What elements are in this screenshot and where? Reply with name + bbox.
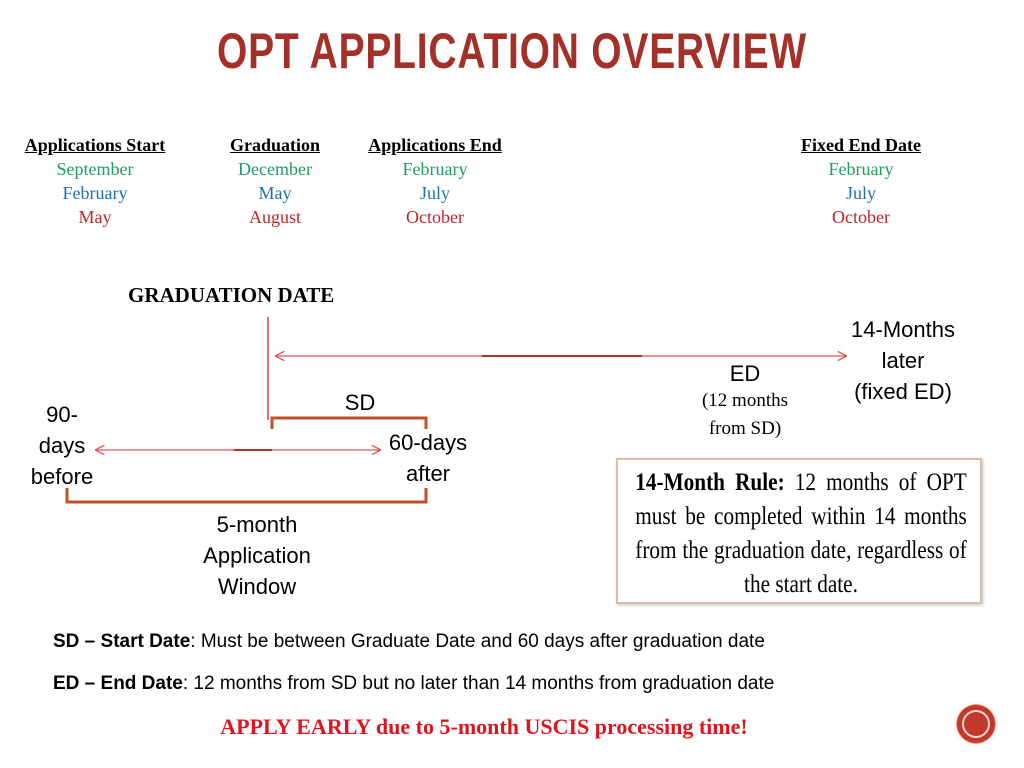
ninety-days-label: [14, 399, 110, 492]
page-title: OPT APPLICATION OVERVIEW: [216, 23, 808, 79]
rule-body: 12 months of OPT must be completed within 14 months from the graduation date, regardless of the start date.: [635, 469, 967, 598]
column-value: May: [258, 183, 292, 203]
label-line: 14-Months: [851, 317, 955, 342]
column-value: February: [402, 159, 468, 179]
sd-term: SD – Start Date: [53, 631, 191, 652]
apply-early-note: APPLY EARLY due to 5-month USCIS processing time!: [220, 714, 748, 739]
column-value: September: [56, 159, 134, 179]
column-header: Applications Start: [24, 135, 166, 155]
label-line: after: [405, 461, 451, 486]
ed-text: : 12 months from SD but no later than 14 months from graduation date: [182, 673, 775, 694]
ring-icon: [962, 710, 990, 738]
label-line: 60-days: [388, 430, 468, 455]
window-bracket: [67, 488, 426, 502]
column-value: July: [419, 183, 450, 203]
label-line: 90-: [46, 402, 78, 427]
rule-text: [635, 466, 967, 602]
graduation-date-label: GRADUATION DATE: [128, 283, 335, 307]
label-line: days: [38, 433, 86, 458]
column-value: February: [62, 183, 128, 203]
ed-term: ED – End Date: [53, 673, 183, 694]
column-value: August: [248, 207, 301, 227]
fourteen-month-rule-box: [616, 458, 982, 604]
column-header: Graduation: [229, 135, 321, 155]
rule-title: 14-Month Rule:: [635, 469, 785, 496]
sd-label: SD: [344, 390, 376, 415]
column-header: Applications End: [368, 135, 502, 155]
sd-definition: [53, 631, 765, 653]
label-line: (fixed ED): [854, 379, 952, 404]
label-line: 5-month: [216, 512, 298, 537]
sd-text: : Must be between Graduate Date and 60 days after graduation date: [190, 631, 765, 652]
label-line: Application: [203, 543, 311, 568]
label-line: before: [30, 464, 94, 489]
sixty-days-label: [374, 427, 482, 489]
label-line: Window: [217, 574, 297, 599]
fourteen-months-label: [832, 314, 974, 407]
label-line: from SD): [708, 418, 782, 439]
column-value: October: [832, 207, 890, 227]
column-value: July: [845, 183, 876, 203]
column-value: October: [406, 207, 464, 227]
application-window-label: [176, 509, 338, 602]
ed-sub-label: [676, 387, 814, 443]
ed-definition: [53, 673, 774, 695]
ed-label: ED: [729, 361, 761, 386]
circle-logo-icon: [954, 702, 998, 746]
column-header: Fixed End Date: [800, 135, 921, 155]
label-line: later: [881, 348, 925, 373]
column-value: December: [238, 159, 312, 179]
column-value: February: [828, 159, 894, 179]
label-line: (12 months: [701, 390, 789, 411]
column-value: May: [78, 207, 112, 227]
